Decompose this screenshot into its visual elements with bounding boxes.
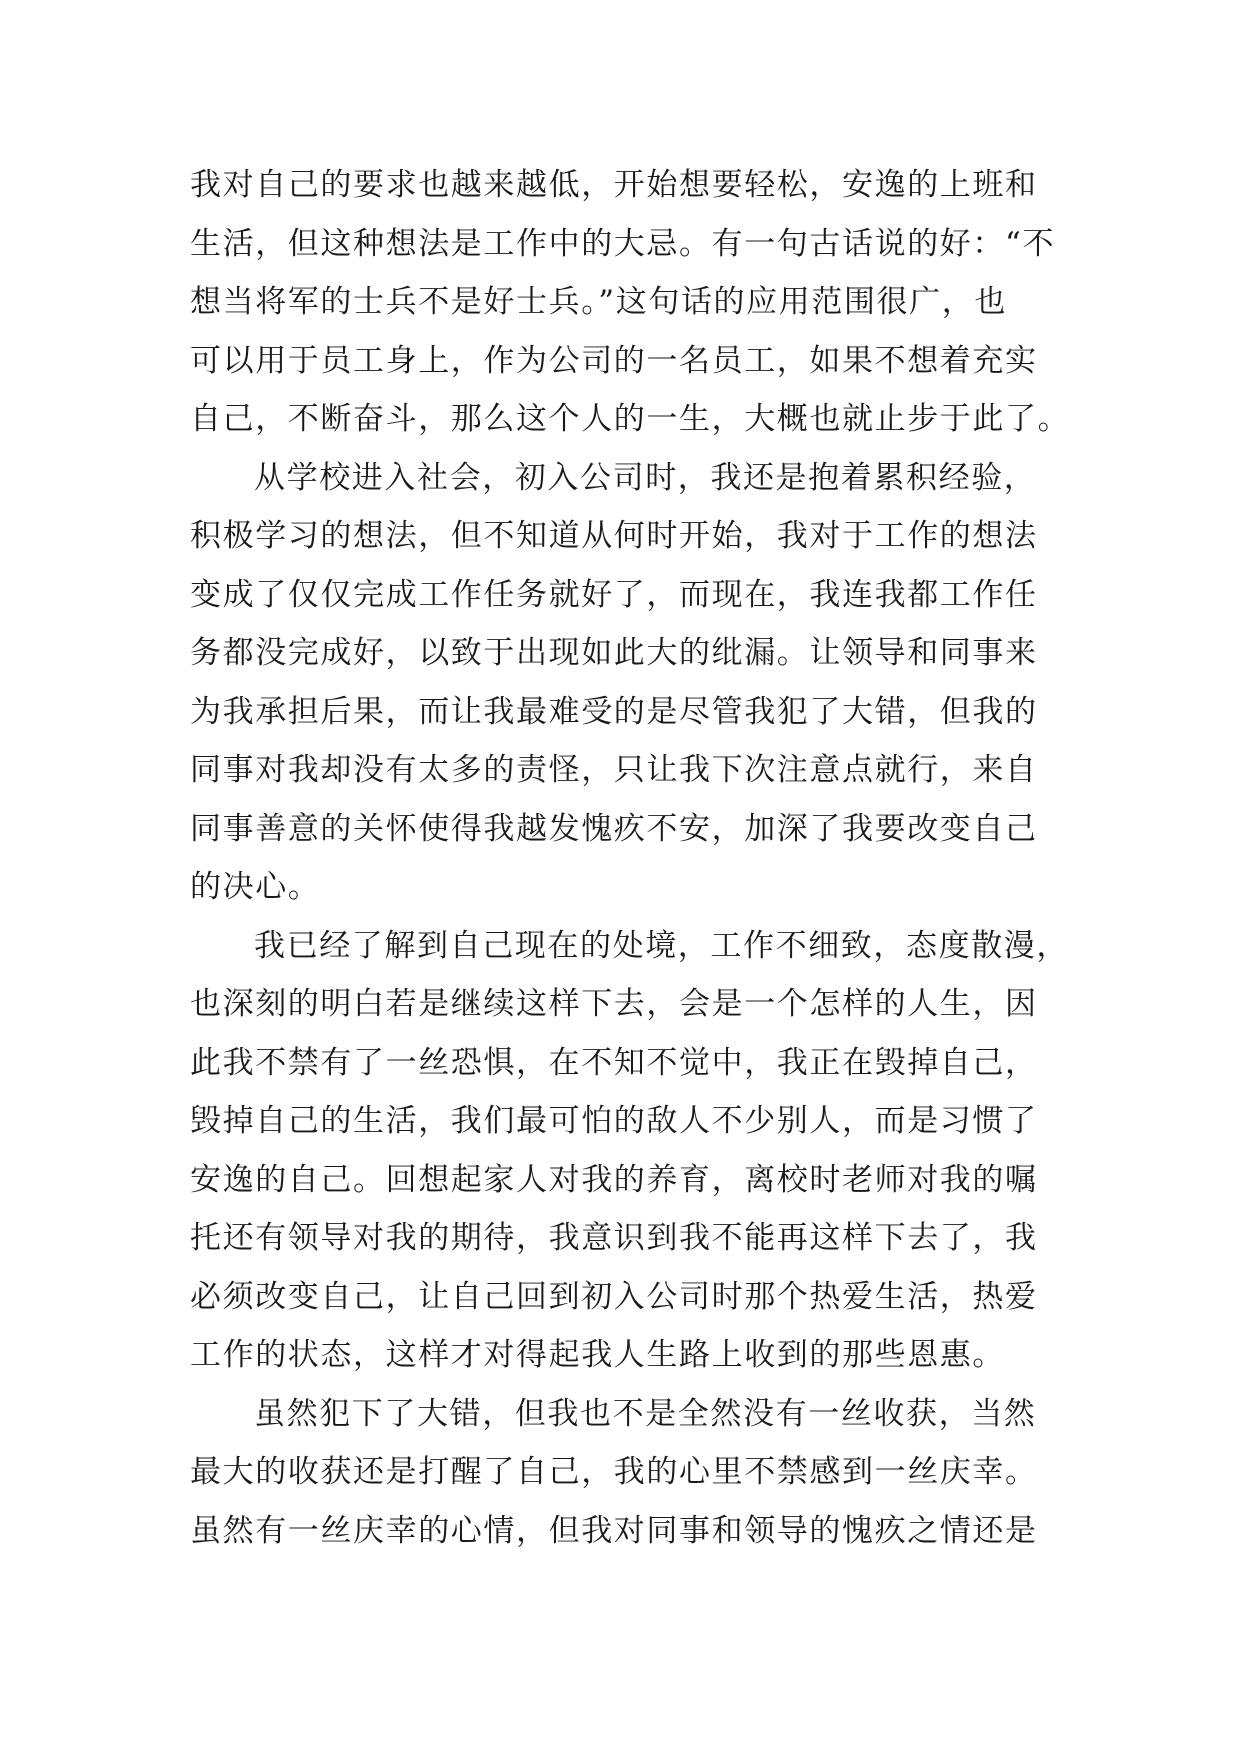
text-line: 必须改变自己，让自己回到初入公司时那个热爱生活，热爱: [190, 1278, 1038, 1315]
text-line-paragraph-start: 从学校进入社会，初入公司时，我还是抱着累积经验，: [254, 459, 1037, 496]
text-line: 毁掉自己的生活，我们最可怕的敌人不少别人，而是习惯了: [190, 1103, 1038, 1139]
text-line: 务都没完成好，以致于出现如此大的纰漏。让领导和同事来: [190, 635, 1038, 671]
text-line: 变成了仅仅完成工作任务就好了，而现在，我连我都工作任: [190, 576, 1038, 613]
text-line: 自己，不断奋斗，那么这个人的一生，大概也就止步于此了。: [190, 401, 1071, 437]
text-line: 我对自己的要求也越来越低，开始想要轻松，安逸的上班和: [190, 167, 1038, 203]
text-line: 此我不禁有了一丝恐惧，在不知不觉中，我正在毁掉自己，: [190, 1044, 1038, 1081]
text-line: 托还有领导对我的期待，我意识到我不能再这样下去了，我: [190, 1220, 1038, 1256]
text-line-paragraph-start: 虽然犯下了大错，但我也不是全然没有一丝收获，当然: [254, 1395, 1037, 1432]
text-line: 虽然有一丝庆幸的心情，但我对同事和领导的愧疚之情还是: [190, 1512, 1038, 1549]
body-text: [190, 156, 1071, 1560]
text-line: 也深刻的明白若是继续这样下去，会是一个怎样的人生，因: [190, 986, 1038, 1022]
text-line: 最大的收获还是打醒了自己，我的心里不禁感到一丝庆幸。: [190, 1454, 1038, 1490]
text-line: 生活，但这种想法是工作中的大忌。有一句古话说的好：“不: [190, 225, 1056, 262]
text-line: 可以用于员工身上，作为公司的一名员工，如果不想着充实: [190, 342, 1038, 379]
text-line: 的决心。: [190, 869, 321, 905]
text-line: 工作的状态，这样才对得起我人生路上收到的那些恩惠。: [190, 1337, 1005, 1373]
text-line: 同事善意的关怀使得我越发愧疚不安，加深了我要改变自己: [190, 810, 1038, 847]
text-line: 同事对我却没有太多的责怪，只让我下次注意点就行，来自: [190, 752, 1038, 788]
text-line: 想当将军的士兵不是好士兵。”这句话的应用范围很广，也: [190, 284, 1007, 320]
text-line: 安逸的自己。回想起家人对我的养育，离校时老师对我的嘱: [190, 1161, 1038, 1198]
text-line-paragraph-start: 我已经了解到自己现在的处境，工作不细致，态度散漫，: [254, 927, 1069, 964]
text-line: 为我承担后果，而让我最难受的是尽管我犯了大错，但我的: [190, 693, 1038, 730]
text-line: 积极学习的想法，但不知道从何时开始，我对于工作的想法: [190, 518, 1038, 554]
